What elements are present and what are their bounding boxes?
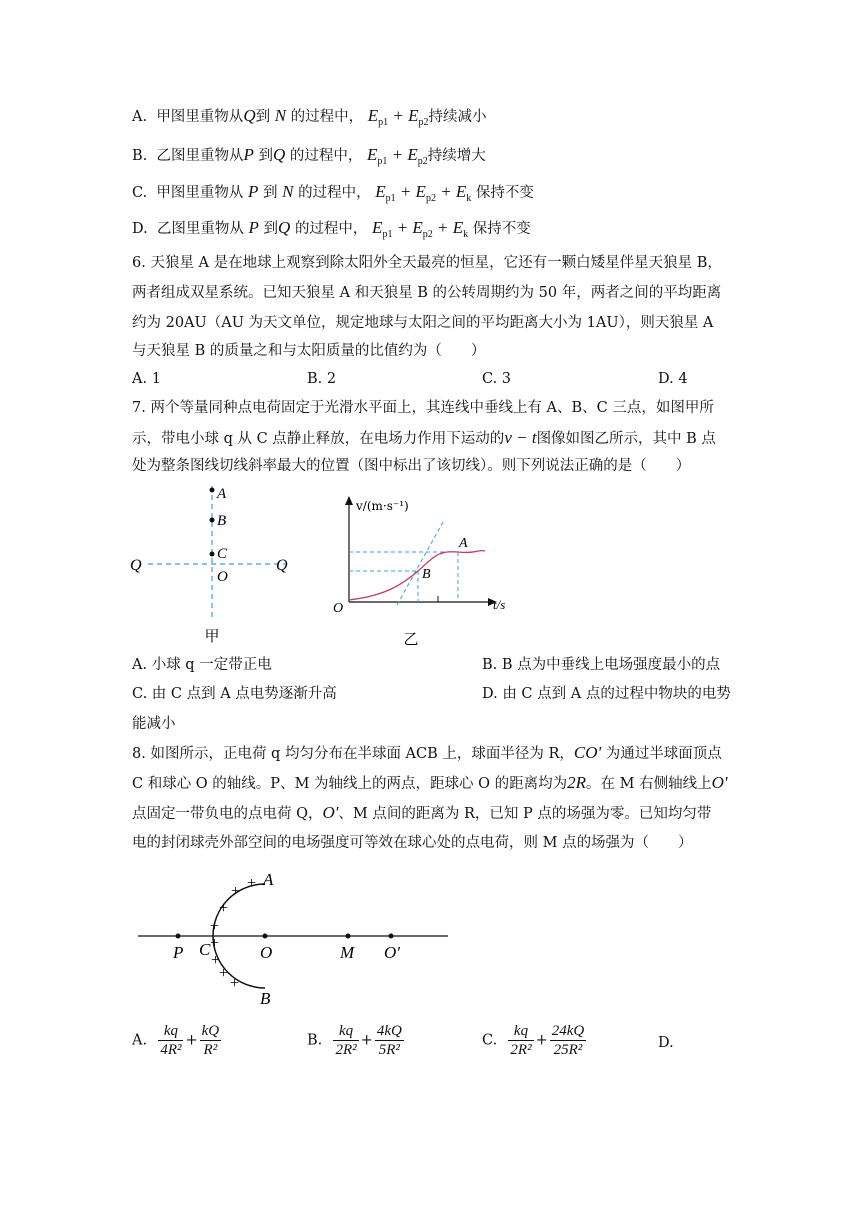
q5-option-c: C. 甲图里重物从 P 到 N 的过程中， $E_{p1} + E_{p2} + E_k$ 保持不变: [132, 182, 534, 204]
label-q-left: Q: [130, 557, 142, 574]
point-o-dot: [263, 934, 268, 939]
q6-line-1: 6. 天狼星 A 是在地球上观察到除太阳外全天最亮的恒星，它还有一颗白矮星伴星天狼星 B，: [132, 255, 722, 271]
fraction: $\frac{24kQ}{\text{25R²}}$: [551, 1023, 585, 1058]
label-c: C: [217, 546, 228, 562]
t-axis-label: t/s: [493, 597, 506, 612]
q5-option-d: D. 乙图里重物从 P 到Q 的过程中， $E_{p1} + E_{p2} + E_k$ 保持不变: [132, 218, 531, 240]
q7-option-b: B. B 点为中垂线上电场强度最小的点: [482, 657, 721, 673]
q8-option-b: B. $\frac{kq}{\text{2R²}}$ + $\frac{4kQ}{\text{5R²}}$: [307, 1023, 402, 1058]
figure-yi: [325, 492, 525, 652]
label-a: A: [459, 536, 468, 551]
fraction: $\frac{kq}{\text{4R²}}$: [160, 1023, 182, 1058]
caption-yi: 乙: [403, 630, 419, 648]
plus-sign: +: [210, 935, 220, 952]
v-axis-label: v/(m·s⁻¹): [356, 499, 409, 513]
formula: $E_{p1} + E_{p2}$: [367, 106, 429, 128]
q6-option-c: C. 3: [482, 371, 512, 387]
label-o-prime: O′: [384, 943, 400, 962]
q8-option-a: A. $\frac{kq}{\text{4R²}}$ + $\frac{kQ}{\text{R²}}$: [132, 1023, 220, 1058]
v-t-curve: [349, 551, 485, 600]
q7-line-3: 处为整条图线切线斜率最大的位置（图中标出了该切线）。则下列说法正确的是（ ）: [132, 458, 691, 474]
label-b: B: [422, 567, 431, 582]
q6-line-4: 与天狼星 B 的质量之和与太阳质量的比值约为（ ）: [132, 343, 486, 359]
label-a: A: [263, 870, 274, 889]
origin-label: O: [333, 601, 344, 616]
figure-jia: [120, 478, 310, 648]
label-q-right: Q: [276, 557, 288, 574]
plus-sign: +: [231, 883, 241, 900]
point-m-dot: [346, 934, 351, 939]
label-o: O: [260, 943, 273, 962]
q5-option-b: B. 乙图里重物从P 到Q 的过程中， $E_{p1} + E_{p2}$持续增大: [132, 145, 486, 167]
plus-sign: +: [247, 875, 257, 892]
fraction: $\frac{kQ}{\text{R²}}$: [201, 1023, 220, 1058]
plus-sign: +: [210, 918, 220, 935]
label-a: A: [217, 486, 227, 502]
q8-option-d: D.: [658, 1035, 674, 1051]
formula: $E_{p1} + E_{p2}$: [366, 145, 428, 167]
point-b-dot: [210, 518, 215, 523]
q6-line-3: 约为 20AU（AU 为天文单位，规定地球与太阳之间的平均距离大小为 1AU），则天狼星 A: [132, 315, 714, 331]
label-b: B: [260, 989, 271, 1008]
label-p: P: [173, 943, 184, 962]
q8-line-2: C 和球心 O 的轴线。P、M 为轴线上的两点，距球心 O 的距离均为2R。在 M 右侧轴线上O': [132, 773, 728, 792]
tangent-line: [397, 522, 443, 605]
q7-option-d: D. 由 C 点到 A 点的过程中物块的电势: [482, 686, 731, 702]
plus-sign: +: [230, 975, 240, 992]
point-p-dot: [176, 934, 181, 939]
q7-line-1: 7. 两个等量同种点电荷固定于光滑水平面上，其连线中垂线上有 A、B、C 三点，如图甲所: [132, 400, 714, 416]
q8-line-1: 8. 如图所示，正电荷 q 均匀分布在半球面 ACB 上，球面半径为 R，CO' 为通过半球面顶点: [132, 743, 722, 762]
fraction: $\frac{kq}{\text{2R²}}$: [335, 1023, 357, 1058]
label-b: B: [217, 513, 227, 529]
q7-option-a: A. 小球 q 一定带正电: [132, 657, 272, 673]
q6-option-a: A. 1: [132, 371, 161, 387]
plus-sign: +: [211, 952, 221, 969]
fraction: $\frac{kq}{\text{2R²}}$: [510, 1023, 532, 1058]
q6-option-b: B. 2: [307, 371, 337, 387]
q6-option-d: D. 4: [658, 371, 688, 387]
plus-sign: +: [219, 965, 229, 982]
label-o: O: [217, 569, 228, 585]
point-a-dot: [210, 488, 215, 493]
fraction: $\frac{4kQ}{\text{5R²}}$: [376, 1023, 402, 1058]
point-o-prime-dot: [389, 934, 394, 939]
q8-line-4: 电的封闭球壳外部空间的电场强度可等效在球心处的点电荷，则 M 点的场强为（ ）: [132, 835, 693, 851]
q7-option-d-continued: 能减小: [132, 716, 176, 732]
q8-option-c: C. $\frac{kq}{\text{2R²}}$ + $\frac{24kQ}{\text{25R²}}$: [482, 1023, 585, 1058]
caption-jia: 甲: [204, 627, 220, 645]
q5-option-a: A. 甲图里重物从Q到 N 的过程中， $E_{p1} + E_{p2}$持续减小: [132, 106, 487, 128]
plus-sign: +: [219, 900, 229, 917]
label-m: M: [340, 943, 355, 962]
label-c: C: [199, 940, 211, 959]
formula: $E_{p1} + E_{p2} + E_k$: [372, 218, 469, 240]
formula: $E_{p1} + E_{p2} + E_k$: [375, 182, 472, 204]
v-axis-arrow: [345, 496, 353, 505]
q6-line-2: 两者组成双星系统。已知天狼星 A 和天狼星 B 的公转周期约为 50 年，两者之间的平均距离: [132, 285, 722, 301]
q7-line-2: 示，带电小球 q 从 C 点静止释放，在电场力作用下运动的v − t图像如图乙所示，其中 B 点: [132, 428, 716, 447]
point-c-dot: [210, 552, 215, 557]
q7-option-c: C. 由 C 点到 A 点电势逐渐升高: [132, 686, 337, 702]
figure-hemisphere: [130, 864, 460, 1014]
q8-line-3: 点固定一带负电的点电荷 Q，O'、M 点间的距离为 R，已知 P 点的场强为零。已知均匀带: [132, 803, 712, 822]
